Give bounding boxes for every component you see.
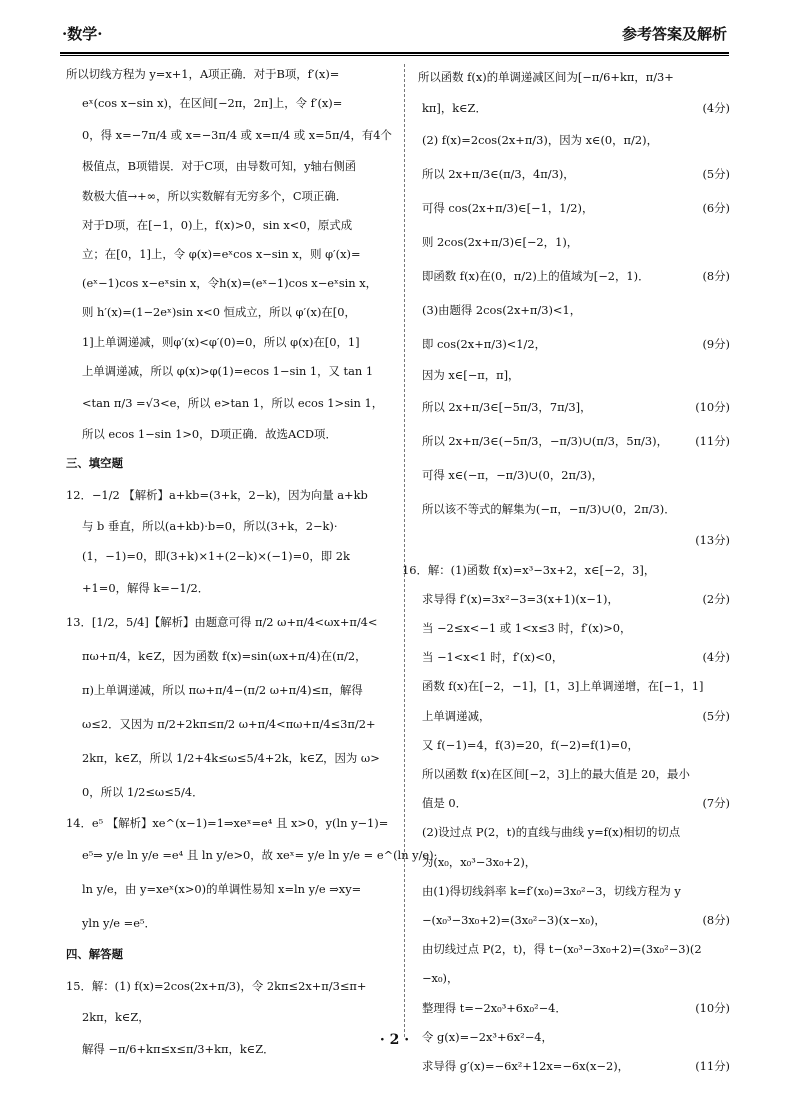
text-line (418, 492, 730, 526)
text-line (418, 585, 730, 614)
text-line: 12．−1/2 【解析】a+kb=(3+k，2−k)，因为向量 a+kb (66, 488, 368, 503)
text-line (418, 191, 730, 225)
text-line: 0，所以 1/2≤ω≤5/4． (82, 784, 204, 799)
text-line: 对于D项，在[−1，0)上，f(x)>0，sin x<0，原式成 (82, 217, 353, 232)
text-line (418, 225, 730, 259)
line-text: 16．解：(1)函数 f(x)=x³−3x+2，x∈[−2，3]， (402, 562, 656, 577)
text-line: 上单调递减，所以 φ(x)>φ(1)=ecos 1−sin 1，又 tan 1 (82, 363, 374, 378)
text-line (418, 327, 730, 361)
text-line (418, 390, 730, 424)
line-text: 可得 cos(2x+π/3)∈[−1，1/2)， (422, 201, 594, 216)
header-rule (60, 52, 729, 54)
text-line: 1]上单调递减，则φ′(x)<φ′(0)=0，所以 φ(x)在[0，1] (82, 334, 360, 349)
text-line: <tan π/3 =√3<e，所以 e>tan 1，所以 ecos 1>sin 1， (82, 396, 384, 411)
page-number: · 2 · (379, 1032, 410, 1048)
text-line (418, 424, 730, 458)
score-points: (2分) (702, 591, 730, 606)
line-text: (2) f(x)=2cos(2x+π/3)，因为 x∈(0，π/2)， (422, 133, 658, 148)
text-line: π)上单调递减，所以 πω+π/4−(π/2 ω+π/4)≤π，解得 (82, 682, 363, 697)
score-points: (4分) (702, 650, 730, 665)
section-heading: 三、填空题 (66, 456, 123, 471)
line-text: 即函数 f(x)在(0，π/2)上的值域为[−2，1)． (422, 269, 650, 284)
text-line (418, 994, 730, 1023)
text-line (418, 60, 730, 94)
score-points: (10分) (695, 400, 730, 415)
text-line: 0，得 x=−7π/4 或 x=−3π/4 或 x=π/4 或 x=5π/4，有4个 (82, 128, 392, 143)
line-text: 所以 2x+π/3∈(π/3，4π/3)， (422, 167, 575, 182)
line-text: 令 g(x)=−2x³+6x²−4， (422, 1029, 553, 1044)
line-text: 值是 0． (422, 796, 468, 811)
text-line (418, 672, 730, 701)
text-line (418, 964, 730, 993)
header-rule-thin (60, 55, 729, 56)
line-text: 所以该不等式的解集为(−π，−π/3)∪(0，2π/3)． (422, 502, 676, 517)
score-points: (10分) (695, 1000, 730, 1015)
section-title: 参考答案及解析 (621, 25, 727, 43)
text-line: 与 b 垂直，所以(a+kb)·b=0，所以(3+k，2−k)· (82, 519, 338, 534)
line-text: 所以 2x+π/3∈[−5π/3，7π/3]， (422, 400, 592, 415)
left-column (66, 60, 438, 1066)
text-line: 所以切线方程为 y=x+1，A项正确．对于B项，f′(x)= (66, 67, 340, 81)
text-line: 所以 ecos 1−sin 1>0，D项正确．故选ACD项． (82, 427, 337, 442)
line-text: 由(1)得切线斜率 k=f′(x₀)=3x₀²−3，切线方程为 y (422, 883, 681, 898)
text-line (418, 157, 730, 191)
score-points: (8分) (702, 269, 730, 284)
text-line (418, 731, 730, 760)
score-points: (4分) (702, 101, 730, 115)
text-line (418, 702, 730, 731)
line-text: −(x₀³−3x₀+2)=(3x₀²−3)(x−x₀)， (422, 913, 606, 928)
text-line: 极值点，B项错误．对于C项，由导数可知，y轴右侧函 (82, 159, 357, 174)
text-line: 数极大值→+∞，所以实数解有无穷多个，C项正确． (82, 188, 348, 203)
subject-label: ·数学· (62, 25, 103, 43)
score-points: (6分) (702, 201, 730, 216)
score-points: (7分) (702, 796, 730, 811)
line-text: kπ]，k∈Z． (422, 101, 487, 115)
text-line (418, 614, 730, 643)
line-text: 当 −1<x<1 时，f′(x)<0， (422, 650, 564, 665)
text-line: 解得 −π/6+kπ≤x≤π/3+kπ，k∈Z． (82, 1042, 275, 1057)
text-line: e⁵⇒ y/e ln y/e =e⁴ 且 ln y/e>0，故 xeˣ= y/e ln y/e = e^(ln y/e)· (82, 848, 438, 863)
line-text: 又 f(−1)=4，f(3)=20，f(−2)=f(1)=0， (422, 737, 639, 752)
text-line: ln y/e，由 y=xeˣ(x>0)的单调性易知 x=ln y/e ⇒xy= (82, 882, 362, 897)
text-line (418, 789, 730, 818)
text-line: ω≤2．又因为 π/2+2kπ≤π/2 ω+π/4<πω+π/4≤3π/2+ (82, 716, 376, 731)
page-header (62, 18, 727, 44)
text-line (418, 818, 730, 847)
text-line: (eˣ−1)cos x−eˣsin x，令h(x)=(eˣ−1)cos x−eˣsin x， (82, 276, 378, 291)
line-text: 函数 f(x)在[−2，−1]，[1，3]上单调递增，在[−1，1] (422, 679, 704, 694)
score-points: (9分) (702, 337, 730, 352)
text-line (418, 848, 730, 877)
text-line (418, 877, 730, 906)
text-line: eˣ(cos x−sin x)，在区间[−2π，2π]上，令 f′(x)= (82, 96, 343, 111)
text-line (402, 556, 730, 585)
score-points: (5分) (702, 708, 730, 723)
score-points: (11分) (695, 434, 730, 449)
score-points: (13分) (695, 533, 730, 548)
text-line (418, 906, 730, 935)
line-text: 上单调递减， (422, 708, 491, 723)
line-text: 所以函数 f(x)的单调递减区间为[−π/6+kπ，π/3+ (418, 70, 674, 84)
text-line: 立；在[0，1]上，令 φ(x)=eˣcos x−sin x，则 φ′(x)= (82, 247, 361, 262)
line-text: 所以 2x+π/3∈(−5π/3，−π/3)∪(π/3，5π/3)， (422, 434, 668, 449)
column-divider (404, 64, 405, 1037)
line-text: 由切线过点 P(2，t)，得 t−(x₀³−3x₀+2)=(3x₀²−3)(2 (422, 942, 702, 957)
score-points: (8分) (702, 913, 730, 928)
line-text: 为(x₀，x₀³−3x₀+2)， (422, 854, 537, 869)
line-text: 求导得 f′(x)=3x²−3=3(x+1)(x−1)， (422, 591, 619, 606)
line-text: 所以函数 f(x)在区间[−2，3]上的最大值是 20，最小 (422, 767, 690, 782)
line-text: (2)设过点 P(2，t)的直线与曲线 y=f(x)相切的切点 (422, 825, 681, 840)
text-line: 2kπ，k∈Z， (82, 1010, 150, 1025)
text-line (418, 361, 730, 390)
text-line: 13．[1/2，5/4]【解析】由题意可得 π/2 ω+π/4<ωx+π/4< (66, 614, 378, 629)
text-line: πω+π/4，k∈Z，因为函数 f(x)=sin(ωx+π/4)在(π/2， (82, 648, 367, 663)
text-line (418, 760, 730, 789)
text-line (418, 458, 730, 492)
text-line (418, 123, 730, 157)
text-line (418, 526, 730, 555)
text-line (418, 935, 730, 964)
text-line: 14．e⁵ 【解析】xe^(x−1)=1⇒xeˣ=e⁴ 且 x>0，y(ln y−1)= (66, 815, 389, 830)
line-text: −x₀)， (422, 971, 459, 986)
score-points: (5分) (702, 167, 730, 182)
section-heading: 四、解答题 (66, 947, 123, 962)
text-line (418, 293, 730, 327)
line-text: (3)由题得 2cos(2x+π/3)<1， (422, 303, 582, 318)
text-line: +1=0，解得 k=−1/2． (82, 580, 210, 595)
score-points: (11分) (695, 1059, 730, 1074)
text-line: (1，−1)=0，即(3+k)×1+(2−k)×(−1)=0，即 2k (82, 548, 350, 563)
line-text: 整理得 t=−2x₀³+6x₀²−4． (422, 1000, 567, 1015)
text-line (418, 259, 730, 293)
text-line (418, 1052, 730, 1081)
text-line: yln y/e =e⁵． (82, 916, 156, 931)
text-line: 则 h′(x)=(1−2eˣ)sin x<0 恒成立，所以 φ′(x)在[0， (82, 305, 356, 320)
line-text: 因为 x∈[−π，π]， (422, 368, 520, 383)
line-text: 可得 x∈(−π，−π/3)∪(0，2π/3)， (422, 468, 603, 483)
line-text: 当 −2≤x<−1 或 1<x≤3 时，f′(x)>0， (422, 621, 632, 636)
text-line: 2kπ，k∈Z，所以 1/2+4k≤ω≤5/4+2k，k∈Z，因为 ω> (82, 750, 380, 765)
text-line (418, 94, 730, 123)
text-line: 15．解：(1) f(x)=2cos(2x+π/3)，令 2kπ≤2x+π/3≤π+ (66, 979, 367, 994)
text-line (418, 643, 730, 672)
line-text: 即 cos(2x+π/3)<1/2， (422, 337, 547, 352)
right-column (402, 60, 730, 1081)
line-text: 则 2cos(2x+π/3)∈[−2，1)， (422, 235, 579, 250)
line-text: 求导得 g′(x)=−6x²+12x=−6x(x−2)， (422, 1059, 630, 1074)
